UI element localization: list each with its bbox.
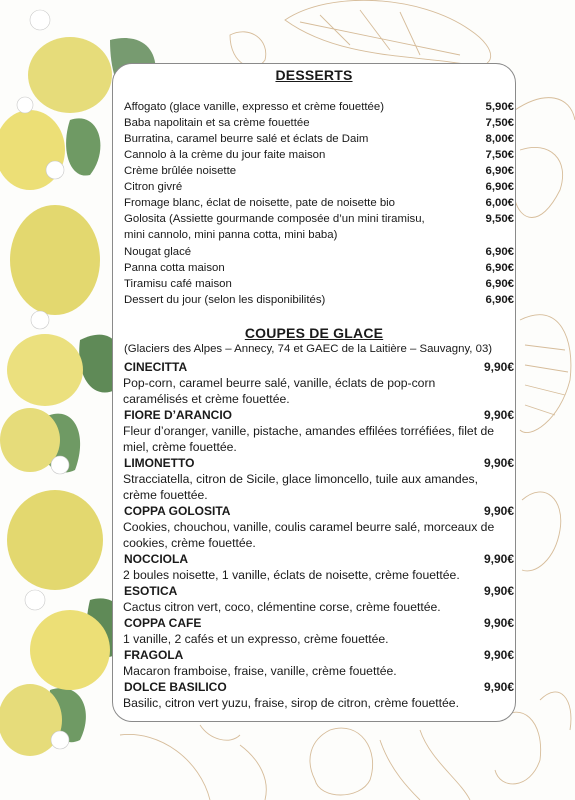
coupe-name: CINECITTA 9,90€ <box>124 360 514 374</box>
coupes-heading: COUPES DE GLACE <box>244 325 384 341</box>
coupe-description: Fleur d’oranger, vanille, pistache, amandes effilées torréfiées, filet de miel, crème fouettée. <box>123 424 495 454</box>
coupe-name: ESOTICA 9,90€ <box>124 584 514 598</box>
coupe-name: COPPA CAFE 9,90€ <box>124 616 514 630</box>
coupe-name: LIMONETTO 9,90€ <box>124 456 514 470</box>
coupe-name: DOLCE BASILICO 9,90€ <box>124 680 514 694</box>
coupe-description: Cactus citron vert, coco, clémentine corse, crème fouettée. <box>123 600 441 614</box>
coupe-description: 1 vanille, 2 cafés et un expresso, crème fouettée. <box>123 632 389 646</box>
coupe-description: Macaron framboise, fraise, vanille, crème fouettée. <box>123 664 397 678</box>
coupes-subtitle: (Glaciers des Alpes – Annecy, 74 et GAEC de la Laitière – Sauvagny, 03) <box>124 343 493 355</box>
desserts-heading: DESSERTS <box>275 67 353 83</box>
coupe-description: Cookies, chouchou, vanille, coulis caramel beurre salé, morceaux de cookies, crème fouettée. <box>123 520 495 550</box>
coupe-name: COPPA GOLOSITA 9,90€ <box>124 504 514 518</box>
coupe-description: Pop-corn, caramel beurre salé, vanille, éclats de pop-corn caramélisés et crème fouettée. <box>123 376 436 406</box>
coupe-name: FIORE D’ARANCIO 9,90€ <box>124 408 514 422</box>
coupe-name: NOCCIOLA 9,90€ <box>124 552 514 566</box>
coupe-description: 2 boules noisette, 1 vanille, éclats de noisette, crème fouettée. <box>123 568 460 582</box>
coupe-name: FRAGOLA 9,90€ <box>124 648 514 662</box>
menu-page: DESSERTS Affogato (glace vanille, expresso et crème fouettée) 5,90€ Baba napolitain et sa crème fouettée 7,50€ Burratina, caramel beurre salé et éclats de Daim 8,00€ Cannolo à la crème du jour faite maison 7,50€ Crème brûlée noisette 6,90€ Citron givré 6,90€ Fromage blanc, éclat de noisette, pate de noisette bio 6,00€ Golosita (Assiette gourmande composée d’un mini tiramisu, 9,50€ mini cannolo, mini panna cotta, mini baba) Nougat glacé 6,90€ Panna cotta maison 6,90€ Tiramisu café maison 6,90€ Dessert du jour (selon les disponibilités) 6,90€ COUPES DE GLACE (Glaciers des Alpes – Annecy, 74 et GAEC de la Laitière – Sauvagny, 03) CINECITTA 9,90€ Pop-corn, caramel beurre salé, vanille, éclats de pop-corn caramélisés et crème fouettée. FIORE D’ARANCIO 9,90€ Fleur d’oranger, vanille, pistache, amandes effilées torréfiées, filet de miel, crème fouettée. LIMONETTO 9,90€ Stracciatella, citron de Sicile, glace limoncello, tuile aux amandes, crème fouettée. COPPA GOLOSITA 9,90€ Cookies, chouchou, vanille, coulis caramel beurre salé, morceaux de cookies, crème fouettée. NOCCIOLA 9,90€ 2 boules noisette, 1 vanille, éclats de noisette, crème fouettée. ESOTICA 9,90€ Cactus citron vert, coco, clémentine corse, crème fouettée. COPPA CAFE 9,90€ 1 vanille, 2 cafés et un expresso, crème fouettée. FRAGOLA 9,90€ Macaron framboise, fraise, vanille, crème fouettée. DOLCE BASILICO 9,90€ Basilic, citron vert yuzu, fraise, sirop de citron, crème fouettée. <box>0 0 575 800</box>
coupe-description: Basilic, citron vert yuzu, fraise, sirop de citron, crème fouettée. <box>123 696 459 710</box>
coupe-description: Stracciatella, citron de Sicile, glace limoncello, tuile aux amandes, crème fouettée. <box>123 472 478 502</box>
